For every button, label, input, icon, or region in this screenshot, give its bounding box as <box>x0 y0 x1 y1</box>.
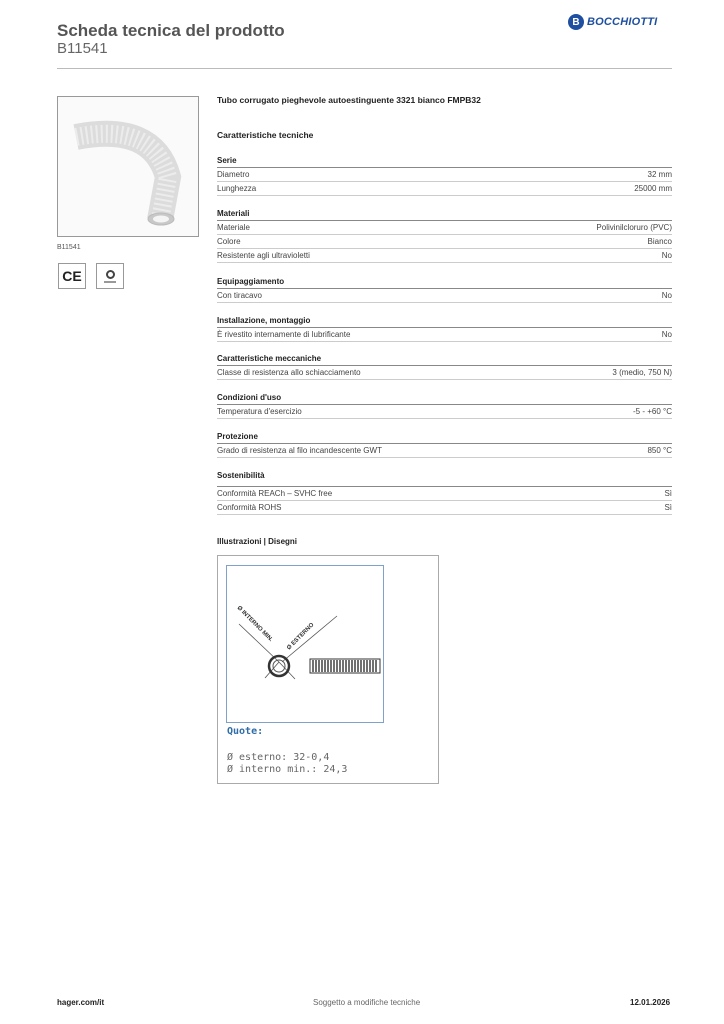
spec-label: Conformità REACh – SVHC free <box>217 489 333 498</box>
spec-row <box>217 221 672 235</box>
spec-label: Grado di resistenza al filo incandescente GWT <box>217 446 382 455</box>
spec-row <box>217 501 672 515</box>
spec-value: 850 °C <box>647 446 672 455</box>
spec-label: Lunghezza <box>217 184 257 193</box>
spec-value: Sì <box>664 503 672 512</box>
spec-label: Conformità ROHS <box>217 503 282 512</box>
spec-row <box>217 182 672 196</box>
footer-date: 12.01.2026 <box>630 998 671 1007</box>
spec-label: Resistente agli ultravioletti <box>217 251 310 260</box>
spec-value: No <box>661 291 672 300</box>
section-title: Protezione <box>217 432 258 441</box>
spec-label: Materiale <box>217 223 250 232</box>
imq-mark-icon <box>96 263 124 289</box>
spec-row <box>217 444 672 458</box>
tube-section-drawing <box>227 566 383 722</box>
inner-diameter-label: Ø INTERNO MIN. <box>235 605 274 644</box>
spec-label: Temperatura d'esercizio <box>217 407 302 416</box>
spec-label: Colore <box>217 237 241 246</box>
spec-value: No <box>661 330 672 339</box>
ce-mark-icon: CE <box>58 263 86 289</box>
section-title: Sostenibilità <box>217 471 265 480</box>
brand-name: BOCCHIOTTI <box>587 16 658 28</box>
spec-value: 32 mm <box>647 170 672 179</box>
image-caption: B11541 <box>57 244 81 251</box>
header-divider <box>57 68 672 69</box>
spec-row <box>217 289 672 303</box>
spec-label: Con tiracavo <box>217 291 262 300</box>
spec-value: 25000 mm <box>634 184 672 193</box>
spec-row <box>217 366 672 380</box>
product-title: Tubo corrugato pieghevole autoestinguente 3321 bianco FMPB32 <box>217 95 481 105</box>
spec-value: -5 - +60 °C <box>633 407 672 416</box>
brand-logo <box>568 14 657 30</box>
spec-label: Diametro <box>217 170 250 179</box>
spec-value: 3 (medio, 750 N) <box>612 368 672 377</box>
footer-site-link[interactable]: hager.com/it <box>57 998 105 1007</box>
section-title: Caratteristiche meccaniche <box>217 354 322 363</box>
spec-value: Sì <box>664 489 672 498</box>
quote-inner-diameter: Ø interno min.: 24,3 <box>227 764 348 775</box>
illustrations-title: Illustrazioni | Disegni <box>217 537 298 546</box>
spec-row <box>217 405 672 419</box>
drawing-frame <box>226 565 384 723</box>
brand-mark-icon: B <box>568 14 584 30</box>
spec-row <box>217 235 672 249</box>
spec-row <box>217 487 672 501</box>
section-title: Equipaggiamento <box>217 277 285 286</box>
page-title: Scheda tecnica del prodotto <box>57 21 285 40</box>
footer-note: Soggetto a modifiche tecniche <box>313 998 421 1007</box>
spec-value: Polivinilcloruro (PVC) <box>596 223 672 232</box>
section-title: Condizioni d'uso <box>217 393 282 402</box>
spec-label: Classe di resistenza allo schiacciamento <box>217 368 361 377</box>
outer-diameter-label: Ø ESTERNO <box>286 622 316 652</box>
section-title: Serie <box>217 156 237 165</box>
spec-row <box>217 168 672 182</box>
technical-drawing <box>217 555 439 784</box>
spec-value: No <box>661 251 672 260</box>
technical-characteristics-title: Caratteristiche tecniche <box>217 130 314 140</box>
spec-row <box>217 249 672 263</box>
quote-label: Quote: <box>227 726 264 737</box>
section-title: Installazione, montaggio <box>217 316 311 325</box>
product-image <box>57 96 199 237</box>
spec-value: Bianco <box>647 237 672 246</box>
spec-label: È rivestito internamente di lubrificante <box>217 330 351 339</box>
corrugated-tube-icon <box>58 97 198 236</box>
quote-outer-diameter: Ø esterno: 32-0,4 <box>227 752 330 763</box>
section-title: Materiali <box>217 209 250 218</box>
product-code: B11541 <box>57 40 108 57</box>
spec-row <box>217 328 672 342</box>
